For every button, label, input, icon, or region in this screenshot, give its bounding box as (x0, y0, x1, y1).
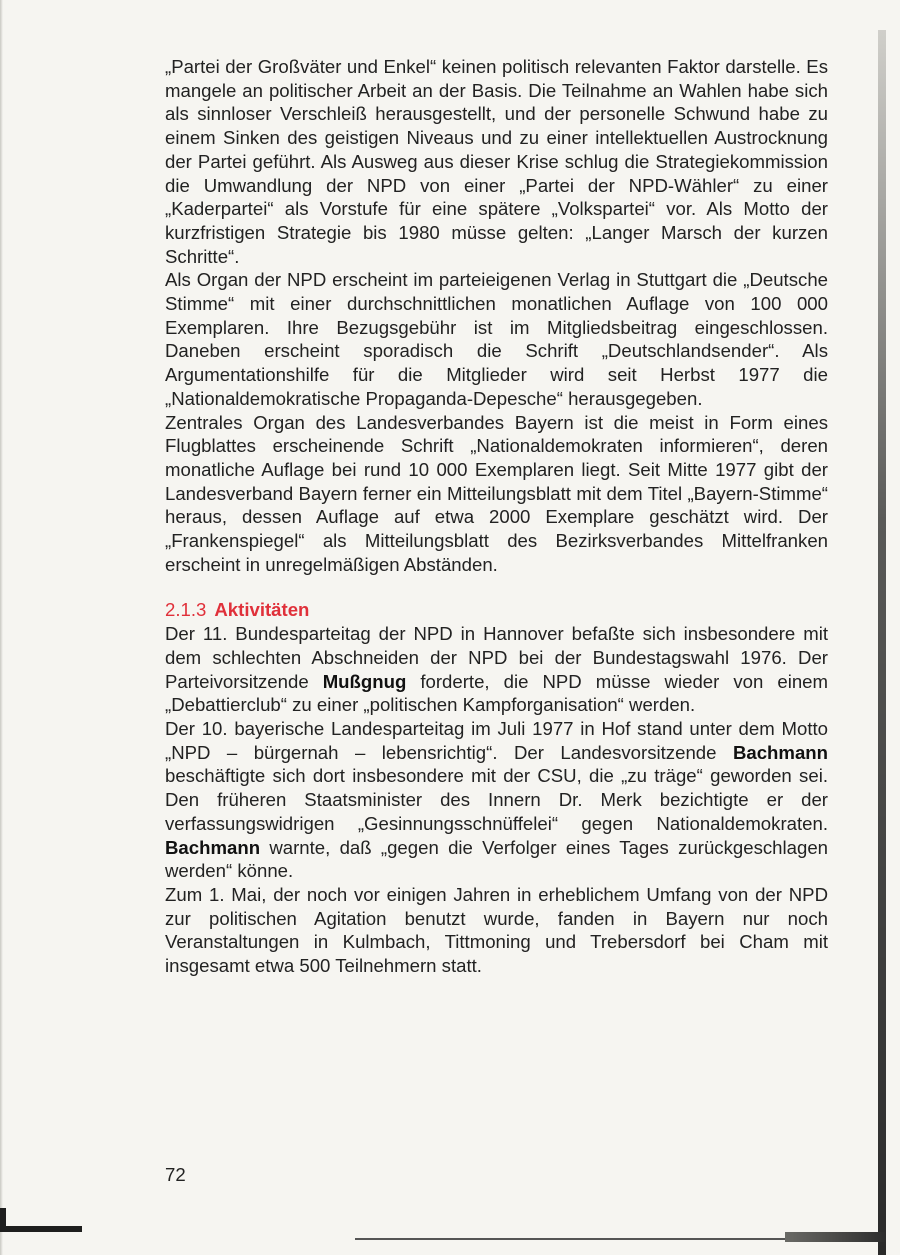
page-number: 72 (165, 1164, 186, 1185)
paragraph-deutsche-stimme: Als Organ der NPD erscheint im parteieigenen Verlag in Stuttgart die „Deutsche Stimme“ mit einer durchschnittlichen monatlichen Auflage von 100 000 Exemplaren. Ihre Bezugsgebühr ist im Mitgliedsbeitrag eingeschlossen. Daneben erscheint sporadisch die Schrift „Deutschlandsender“. Als Argumentationshilfe für die Mitglieder wird seit Herbst 1977 die „Nationaldemokratische Propaganda-Depesche“ herausgegeben. (165, 269, 828, 409)
person-name: Bachmann (165, 836, 261, 858)
person-name: Bachmann (732, 741, 828, 763)
section-heading (165, 598, 828, 622)
paragraph-strategy: „Partei der Großväter und Enkel“ keinen politisch relevanten Faktor darstelle. Es mangele an politischer Arbeit an der Basis. Die Teilnahme an Wahlen habe sich als sinnloser Verschleiß herausgestellt, und der personelle Schwund habe zu einem Sinken des geistigen Niveaus und zu einer intellektuellen Austrocknung der Partei geführt. Als Ausweg aus dieser Krise schlug die Strategiekommission die Umwandlung der NPD von einer „Partei der NPD-Wähler“ zu einer „Kaderpartei“ als Vorstufe für eine spätere „Volkspartei“ vor. Als Motto der kurzfristigen Strategie bis 1980 müsse gelten: „Langer Marsch der kurzen Schritte“. (165, 56, 828, 267)
paragraph-landesparteitag (165, 717, 828, 883)
text-run: beschäftigte sich dort insbesondere mit der CSU, die „zu träge“ geworden sei. Den früheren Staatsminister des Innern Dr. Merk bezichtigte er der verfassungswidrigen „Gesinnungsschnüffelei“ gegen Nationaldemokraten. (165, 765, 828, 834)
paragraph-landesverband-bayern: Zentrales Organ des Landesverbandes Bayern ist die meist in Form eines Flugblattes erscheinende Schrift „Nationaldemokraten informieren“, deren monatliche Auflage bei rund 10 000 Exemplaren liegt. Seit Mitte 1977 gibt der Landesverband Bayern ferner ein Mitteilungsblatt mit dem Titel „Bayern-Stimme“ heraus, dessen Auflage auf etwa 2000 Exemplare geschätzt wird. Der „Frankenspiegel“ als Mitteilungsblatt des Bezirksverbandes Mittelfranken erscheint in unregelmäßigen Abständen. (165, 411, 828, 575)
scan-edge-bottom-dark (785, 1232, 886, 1242)
paragraph-erster-mai: Zum 1. Mai, der noch vor einigen Jahren in erheblichem Umfang von der NPD zur politischen Agitation benutzt wurde, fanden in Bayern nur noch Veranstaltungen in Kulmbach, Tittmoning und Trebersdorf bei Cham mit insgesamt etwa 500 Teilnehmern statt. (165, 883, 828, 977)
paragraph-bundesparteitag (165, 622, 828, 717)
scan-mark-bottom-left (0, 1226, 82, 1232)
scan-mark-bottom-left-vertical (0, 1208, 6, 1232)
scan-edge-left (0, 0, 3, 1255)
person-name: Mußgnug (322, 670, 407, 692)
text-column (165, 55, 828, 978)
text-run: warnte, daß „gegen die Verfolger eines Tages zurückgeschlagen werden“ könne. (165, 836, 828, 882)
section-title: Aktivitäten (214, 599, 310, 621)
text-run: Der 10. bayerische Landesparteitag im Juli 1977 in Hof stand unter dem Motto „NPD – bürgernah – lebensrichtig“. Der Landesvorsitzende (165, 717, 828, 763)
text-run: forderte, die NPD müsse wieder von einem „Debattierclub“ zu einer „politischen Kampforganisation“ werden. (165, 670, 828, 716)
text-run: Der 11. Bundesparteitag der NPD in Hannover befaßte sich insbesondere mit dem schlechten Abschneiden der NPD bei der Bundestagswahl 1976. Der Parteivorsitzende (165, 623, 828, 692)
scan-edge-right (878, 30, 886, 1255)
section-number: 2.1.3 (165, 599, 207, 621)
scan-edge-bottom (355, 1238, 785, 1240)
